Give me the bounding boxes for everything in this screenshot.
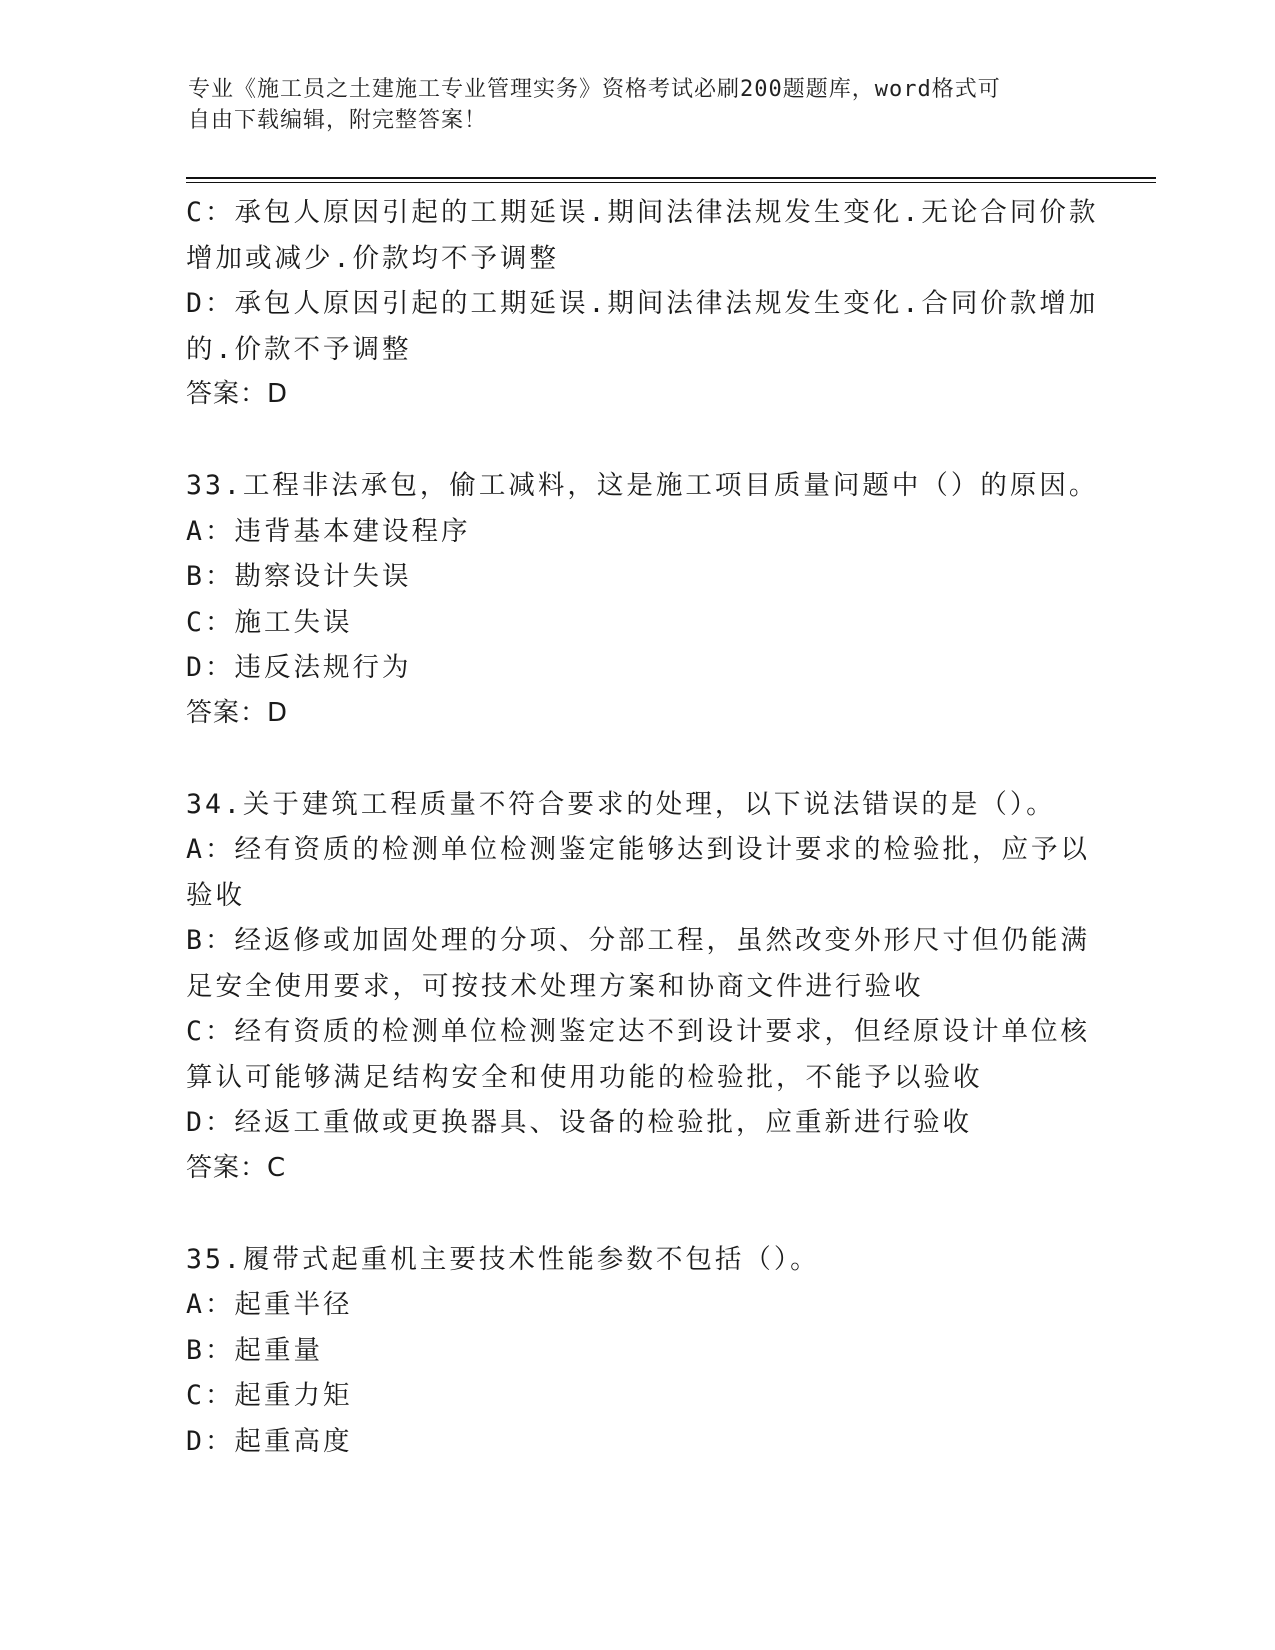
- question-35: [186, 1237, 1086, 1465]
- option-b: B：起重量: [186, 1334, 323, 1366]
- header-title-line-2: 自由下载编辑，附完整答案！: [188, 108, 488, 133]
- option-a: A：违背基本建设程序: [186, 515, 471, 547]
- option-b-line-2: 足安全使用要求，可按技术处理方案和协商文件进行验收: [186, 970, 924, 1002]
- question-33: [186, 463, 1099, 736]
- section-spacer: [186, 418, 1086, 464]
- question-text: 34.关于建筑工程质量不符合要求的处理，以下说法错误的是（）。: [186, 788, 1056, 820]
- option-d-line-1: D：承包人原因引起的工期延误.期间法律法规发生变化.合同价款增加: [186, 288, 1099, 319]
- option-c-line-1: C：承包人原因引起的工期延误.期间法律法规发生变化.无论合同价款: [186, 197, 1099, 228]
- option-c-line-2: 增加或减少.价款均不予调整: [186, 242, 559, 274]
- header-divider-thick: [186, 177, 1156, 179]
- option-d: D：起重高度: [186, 1425, 353, 1457]
- header-divider-thin: [186, 182, 1156, 183]
- option-a: A：起重半径: [186, 1289, 353, 1320]
- option-d-line-2: 的.价款不予调整: [186, 333, 412, 365]
- document-body: [186, 190, 1099, 1464]
- option-d: D：违反法规行为: [186, 652, 412, 683]
- option-a-line-1: A：经有资质的检测单位检测鉴定能够达到设计要求的检验批，应予以: [186, 834, 1090, 865]
- option-b-line-1: B：经返修或加固处理的分项、分部工程，虽然改变外形尺寸但仍能满: [186, 925, 1090, 956]
- option-c: C：施工失误: [186, 606, 353, 638]
- option-c-line-2: 算认可能够满足结构安全和使用功能的检验批，不能予以验收: [186, 1061, 983, 1093]
- section-spacer: [186, 736, 1086, 782]
- question-text: 33.工程非法承包，偷工减料，这是施工项目质量问题中（）的原因。: [186, 470, 1099, 501]
- answer-label: 答案：C: [186, 1152, 287, 1183]
- option-d: D：经返工重做或更换器具、设备的检验批，应重新进行验收: [186, 1107, 972, 1138]
- question-text: 35.履带式起重机主要技术性能参数不包括（）。: [186, 1243, 820, 1275]
- header-title-line-1: 专业《施工员之土建施工专业管理实务》资格考试必刷200题题库，word格式可: [188, 77, 1001, 102]
- section-spacer: [186, 1191, 1086, 1237]
- option-b: B：勘察设计失误: [186, 561, 412, 592]
- option-c: C：起重力矩: [186, 1380, 353, 1411]
- option-a-line-2: 验收: [186, 879, 245, 911]
- question-34: [186, 782, 1090, 1192]
- question-32-continued: [186, 190, 1099, 418]
- document-header: [188, 74, 1068, 136]
- answer-label: 答案：D: [186, 379, 289, 409]
- option-c-line-1: C：经有资质的检测单位检测鉴定达不到设计要求，但经原设计单位核: [186, 1016, 1090, 1047]
- answer-label: 答案：D: [186, 697, 289, 728]
